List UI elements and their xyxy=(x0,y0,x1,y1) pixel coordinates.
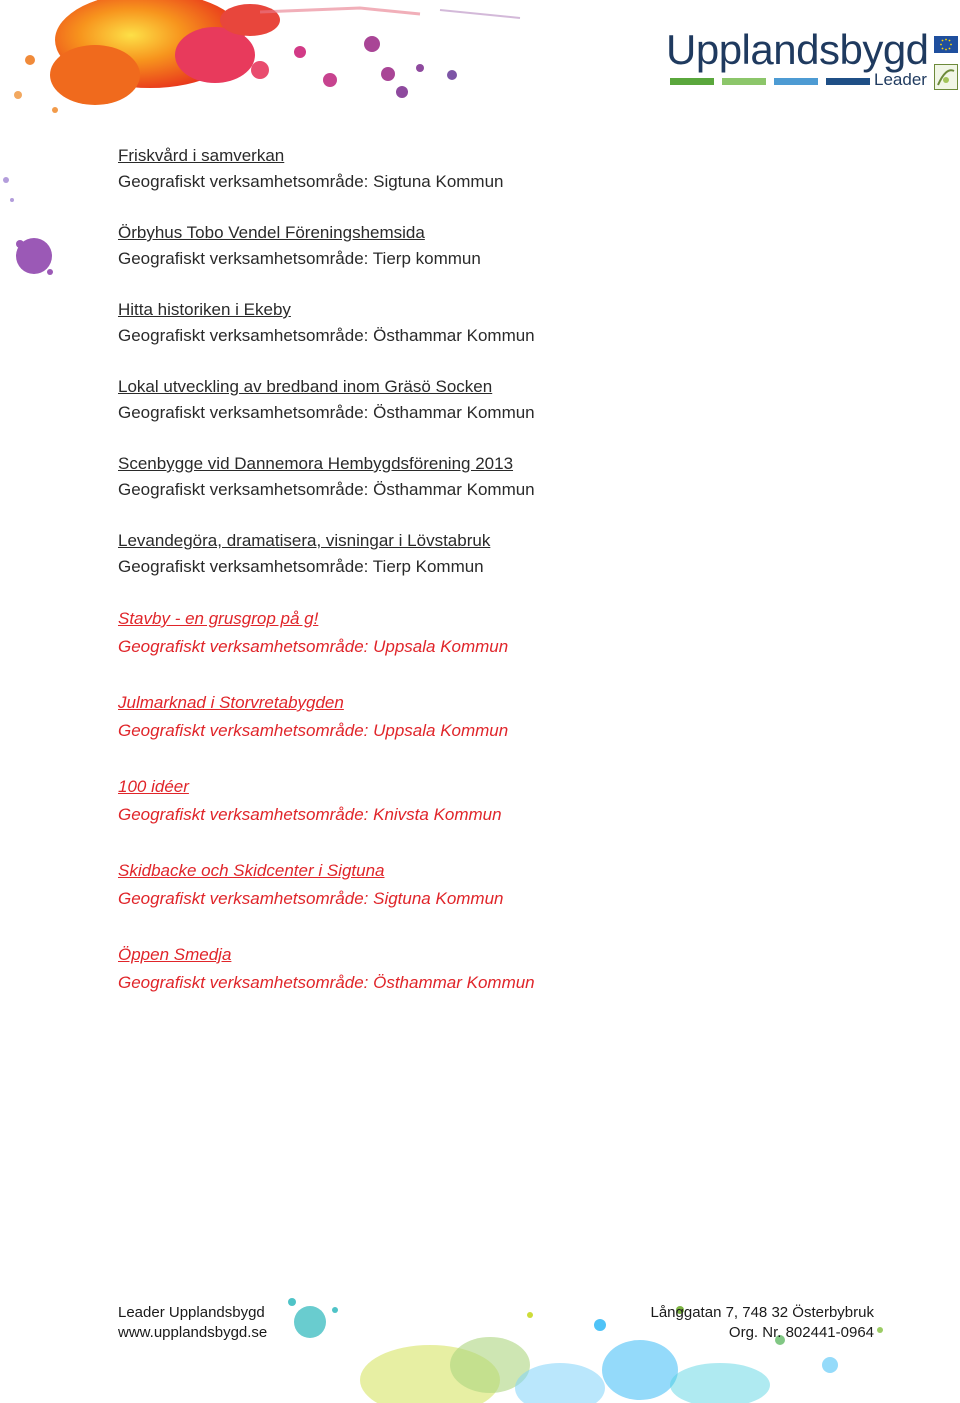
eu-flag-icon xyxy=(934,36,958,53)
project-area: Geografiskt verksamhetsområde: Östhammar Kommun xyxy=(118,973,535,992)
footer-org-name: Leader Upplandsbygd xyxy=(118,1304,265,1321)
logo-color-bars xyxy=(670,78,870,86)
project-area: Geografiskt verksamhetsområde: Uppsala Kommun xyxy=(118,637,509,656)
project-link[interactable]: Hitta historiken i Ekeby xyxy=(118,300,291,319)
upplandsbygd-leader-logo xyxy=(666,28,958,92)
paint-splash-left-decoration xyxy=(0,160,70,290)
project-area: Geografiskt verksamhetsområde: Knivsta Kommun xyxy=(118,805,502,824)
footer-right xyxy=(651,1303,875,1343)
project-link[interactable]: Örbyhus Tobo Vendel Föreningshemsida xyxy=(118,223,425,242)
project-entry xyxy=(118,605,838,661)
project-area: Geografiskt verksamhetsområde: Tierp Kommun xyxy=(118,557,484,576)
leader-emblem-icon xyxy=(934,64,958,90)
logo-bar-green xyxy=(670,78,714,85)
project-entry xyxy=(118,143,838,195)
project-area: Geografiskt verksamhetsområde: Tierp kommun xyxy=(118,249,481,268)
project-area: Geografiskt verksamhetsområde: Östhammar Kommun xyxy=(118,326,535,345)
project-area: Geografiskt verksamhetsområde: Sigtuna Kommun xyxy=(118,889,504,908)
project-link[interactable]: 100 idéer xyxy=(118,777,189,796)
project-entry xyxy=(118,374,838,426)
project-entry xyxy=(118,451,838,503)
paint-splash-top-decoration xyxy=(0,0,540,150)
project-area: Geografiskt verksamhetsområde: Uppsala Kommun xyxy=(118,721,509,740)
project-entry xyxy=(118,941,838,997)
logo-subtitle: Leader xyxy=(874,70,927,89)
project-entry xyxy=(118,689,838,745)
footer-org-nr: Org. Nr. 802441-0964 xyxy=(728,1324,874,1341)
project-entry xyxy=(118,773,838,829)
project-link[interactable]: Öppen Smedja xyxy=(118,945,232,964)
logo-bar-blue xyxy=(774,78,818,85)
project-link[interactable]: Lokal utveckling av bredband inom Gräsö Socken xyxy=(118,377,493,396)
project-link[interactable]: Julmarknad i Storvretabygden xyxy=(118,693,344,712)
project-area: Geografiskt verksamhetsområde: Sigtuna Kommun xyxy=(118,172,504,191)
logo-bar-navy xyxy=(826,78,870,85)
project-entry xyxy=(118,220,838,272)
project-list xyxy=(118,143,838,1025)
project-link[interactable]: Scenbygge vid Dannemora Hembygdsförening 2013 xyxy=(118,454,514,473)
project-link[interactable]: Stavby - en grusgrop på g! xyxy=(118,609,319,628)
project-area: Geografiskt verksamhetsområde: Östhammar Kommun xyxy=(118,403,535,422)
project-area: Geografiskt verksamhetsområde: Östhammar Kommun xyxy=(118,480,535,499)
logo-bar-lightgreen xyxy=(722,78,766,85)
project-link[interactable]: Skidbacke och Skidcenter i Sigtuna xyxy=(118,861,385,880)
footer-left xyxy=(118,1303,267,1343)
footer-address: Långgatan 7, 748 32 Österbybruk xyxy=(650,1304,874,1321)
project-link[interactable]: Friskvård i samverkan xyxy=(118,146,285,165)
project-entry xyxy=(118,857,838,913)
project-entry xyxy=(118,528,838,580)
footer-website[interactable]: www.upplandsbygd.se xyxy=(118,1324,268,1341)
project-link[interactable]: Levandegöra, dramatisera, visningar i Lövstabruk xyxy=(118,531,491,550)
logo-title: Upplandsbygd xyxy=(666,26,929,73)
project-entry xyxy=(118,297,838,349)
